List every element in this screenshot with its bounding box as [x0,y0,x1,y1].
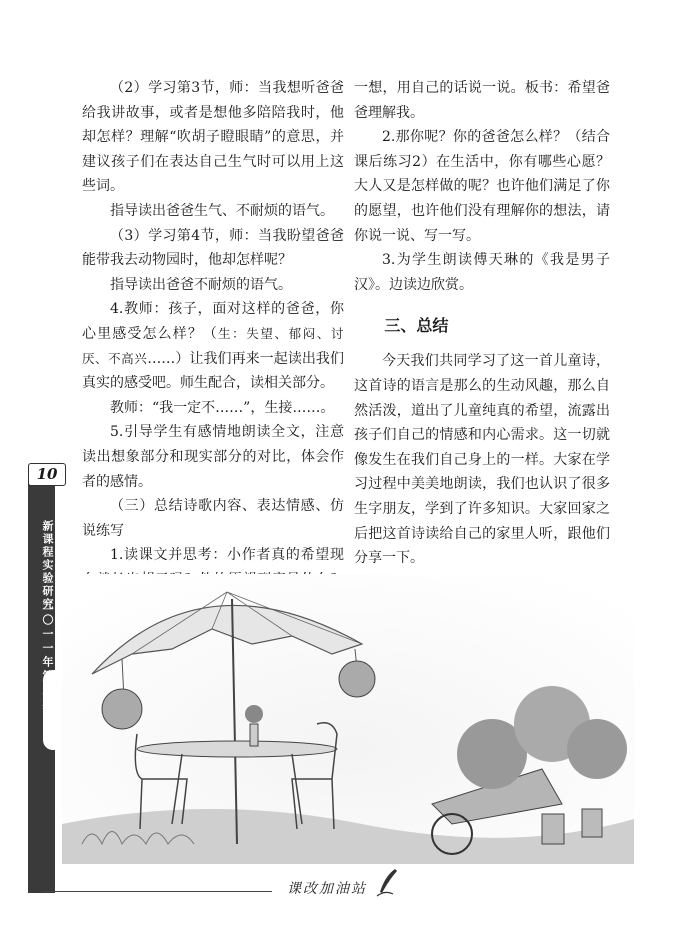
right-column [354,76,610,571]
paragraph: 指导读出爸爸不耐烦的语气。 [110,276,292,293]
page-number: 10 [28,463,66,486]
paragraph: 指导读出爸爸生气、不耐烦的语气。 [110,202,334,219]
footer-rule [42,891,272,892]
paragraph-part: 4.教师：孩子，面对这样的爸爸，你心里感受怎么样？（ [82,301,344,342]
paragraph: 2.那你呢？你的爸爸怎么样？（结合课后练习2）在生活中，你有哪些心愿？大人又是怎样做的呢？也许他们满足了你的愿望，也许他们没有理解你的想法，请你说一说、写一写。 [354,129,610,244]
footer-label: 课改加油站 [287,881,367,897]
paragraph: 教师：“我一定不……”，生接……。 [110,399,335,416]
quill-pen-icon [375,868,399,898]
garden-umbrella-table-illustration [62,574,634,864]
section-heading: 三、总结 [384,316,449,336]
summary-paragraph: 今天我们共同学习了这一首儿童诗，这首诗的语言是那么的生动风趣，那么自然活泼，道出了儿童纯真的希望，流露出孩子们自己的情感和内心需求。这一切就像发生在我们自己身上的一样。大家在学习过程中美美地朗读，我们也认识了很多生字朋友，学到了许多知识。大家回家之后把这首诗读给自己的家里人听，跟他们分享一下。 [354,353,610,567]
left-column [82,76,344,617]
journal-issue-number: 第五期 [41,670,54,712]
paragraph: （三）总结诗歌内容、表达情感、仿说练写 [82,498,344,539]
paragraph: （2）学习第3节，师：当我想听爸爸给我讲故事，或者是想他多陪陪我时，他却怎样？理解“吹胡子瞪眼睛”的意思，并建议孩子们在表达自己生气时可以用上这些词。 [82,80,344,195]
paragraph: 3.为学生朗读傅天琳的《我是男子汉》。边读边欣赏。 [354,252,610,293]
journal-issue [29,600,54,712]
paragraph-part: ……）让我们再来一起读出我们真实的感受吧。师生配合，读相关部分。 [82,350,344,392]
journal-year: 二〇一一年 [41,600,54,670]
paragraph: 1.读课文并思考：小作者真的希望现 [110,547,344,564]
journal-name: 新课程实验研究 [41,520,54,611]
paragraph: 5.引导学生有感情地朗读全文，注意读出想象部分和现实部分的对比，体会作者的感情。 [82,424,344,490]
paragraph: 一想，用自己的话说一说。板书：希望爸爸理解我。 [354,80,610,121]
paragraph [82,297,344,395]
paragraph: （3）学习第4节，师：当我盼望爸爸能带我去动物园时，他却怎样呢？ [82,227,344,269]
student-response: 生：失望、郁闷、讨厌、不高兴 [82,325,344,366]
